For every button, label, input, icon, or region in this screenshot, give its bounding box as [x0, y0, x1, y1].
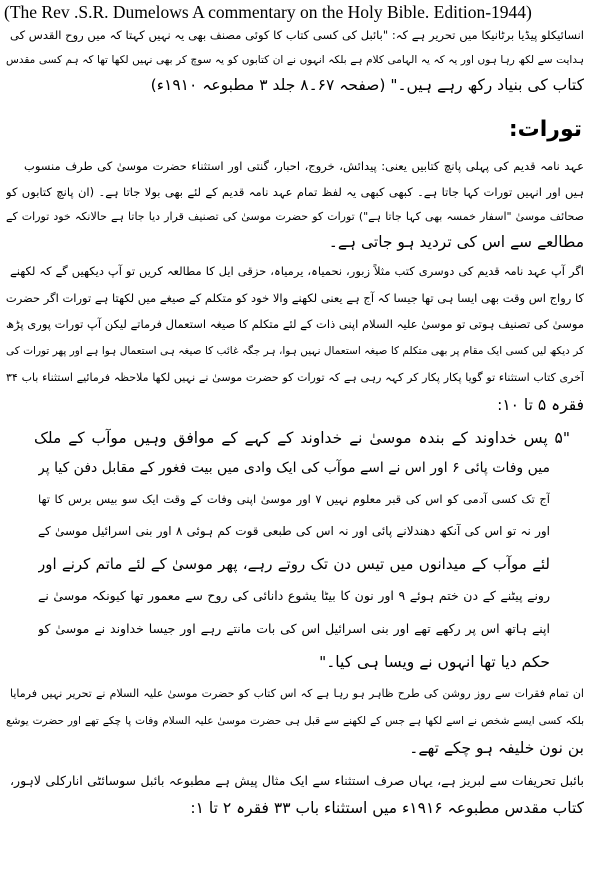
text-line: بن نون خلیفہ ہو چکے تھے۔ [409, 739, 584, 757]
text-line: بائبل تحریفات سے لبریز ہے، یہاں صرف استثناء سے ایک مثال پیش ہے مطبوعہ بائبل سوسائٹی انارکلی لاہور، [10, 773, 584, 788]
text-line: کتاب کی بنیاد رکھ رہے ہیں۔" (صفحہ ۶۷۔۸ جلد ۳ مطبوعہ ۱۹۱۰ء) [150, 76, 584, 94]
section-heading-torah: تورات: [508, 117, 582, 142]
text-line: صحائف موسیٰ "اسفار خمسہ بھی کہا جاتا ہے") تورات کو حضرت موسیٰ کی تصنیف قرار دیا جاتا ہے حالانکہ خود تورات کے [6, 210, 584, 223]
text-line: ہدایت سے لکھ رہا ہوں اور یہ کہ یہ الہامی کلام ہے بلکہ انہوں نے ان کتابوں کو یہ سوچ کر بھی نہیں لکھا تھا کہ ہم کسی مقدس [6, 54, 584, 66]
text-line: کتاب مقدس مطبوعہ ۱۹۱۶ء میں استثناء باب ۳۳ فقرہ ۲ تا ۱: [190, 799, 584, 817]
quote-line: حکم دیا تھا انہوں نے ویسا ہی کیا۔" [319, 653, 550, 671]
quote-line: آج تک کسی آدمی کو اس کی قبر معلوم نہیں ۷ اور موسیٰ اپنی وفات کے وقت ایک سو بیس برس کا تھا [38, 492, 550, 506]
text-line: انسائیکلو پیڈیا برٹانیکا میں تحریر ہے کہ: "بائبل کی کسی کتاب کا کوئی مصنف بھی یہ نہیں کہتا کہ میں روح القدس کی [10, 28, 584, 42]
text-line: موسیٰ کی تصنیف ہوتی تو موسیٰ علیہ السلام اپنی ذات کے لئے متکلم کا صیغہ استعمال فرماتے لیکن آپ تورات پوری پڑھ [6, 317, 584, 331]
text-line: کر دیکھ لیں کسی ایک مقام پر بھی متکلم کا صیغہ استعمال نہیں ہوا، ہر جگہ غائب کا صیغہ ہی استعمال ہوا ہے اور پھر تورات کی [6, 345, 584, 357]
text-line: آخری کتاب استثناء تو گویا پکار پکار کر کہہ رہی ہے کہ تورات کو حضرت موسیٰ نے نہیں لکھا ملاحظہ فرمائیے استثناء باب ۳۴ [6, 371, 584, 384]
text-line: مطالعے سے اس کی تردید ہو جاتی ہے۔ [328, 233, 584, 251]
citation-header: (The Rev .S.R. Dumelows A commentary on the Holy Bible. Edition-1944) [4, 2, 532, 22]
quote-line: رونے پیٹنے کے دن ختم ہوئے ۹ اور نون کا بیٹا یشوع دانائی کی روح سے معمور تھا کیونکہ موسیٰ نے [38, 588, 550, 603]
text-line: بلکہ کسی ایسے شخص نے اسے لکھا ہے جس کے لکھنے سے قبل ہی حضرت موسیٰ علیہ السلام وفات پا چکے تھے اور حضرت یوشع [6, 715, 584, 727]
quote-line: میں وفات پائی ۶ اور اس نے اسے موآب کی ایک وادی میں بیت فغور کے مقابل دفن کیا پر [38, 460, 550, 476]
text-line: اگر آپ عہد نامہ قدیم کی دوسری کتب مثلاً زبور، نحمیاہ، یرمیاہ، حزقی ایل کا مطالعہ کریں تو آپ دیکھیں گے کہ لکھنے [10, 264, 584, 278]
quote-line: اپنے ہاتھ اس پر رکھے تھے اور بنی اسرائیل اس کی بات مانتے رہے اور جیسا خداوند نے موسیٰ کو [38, 621, 550, 636]
quote-line: "۵ پس خداوند کے بندہ موسیٰ نے خداوند کے کہے کے موافق وہیں موآب کے ملک [34, 429, 570, 447]
text-line: فقرہ ۵ تا ۱۰: [497, 396, 584, 414]
text-line: کا رواج اس وقت بھی ایسا ہی تھا جیسا کہ آج ہے یعنی لکھنے والا خود کو متکلم کے صیغے میں لکھتا ہے تورات اگر حضرت [6, 291, 584, 305]
quote-line: اور نہ تو اس کی آنکھ دھندلانے پائی اور نہ اس کی طبعی قوت کم ہوئی ۸ اور بنی اسرائیل موسیٰ کے [38, 524, 550, 538]
quote-line: لئے موآب کے میدانوں میں تیس دن تک روتے رہے، پھر موسیٰ کے لئے ماتم کرنے اور [38, 555, 550, 573]
text-line: ان تمام فقرات سے روز روشن کی طرح ظاہر ہو رہا ہے کہ اس کتاب کو حضرت موسیٰ علیہ السلام نے تحریر نہیں فرمایا [10, 687, 584, 700]
text-line: عہد نامہ قدیم کی پہلی پانچ کتابیں یعنی: پیدائش، خروج، احبار، گنتی اور استثناء حضرت موسیٰ کی طرف منسوب [24, 159, 584, 173]
text-line: ہیں اور انہیں تورات کہا جاتا ہے۔ کبھی کبھی یہ لفظ تمام عہد نامہ قدیم کے لئے بھی بولا جاتا ہے۔ (ان پانچ کتابوں کو [6, 185, 584, 199]
